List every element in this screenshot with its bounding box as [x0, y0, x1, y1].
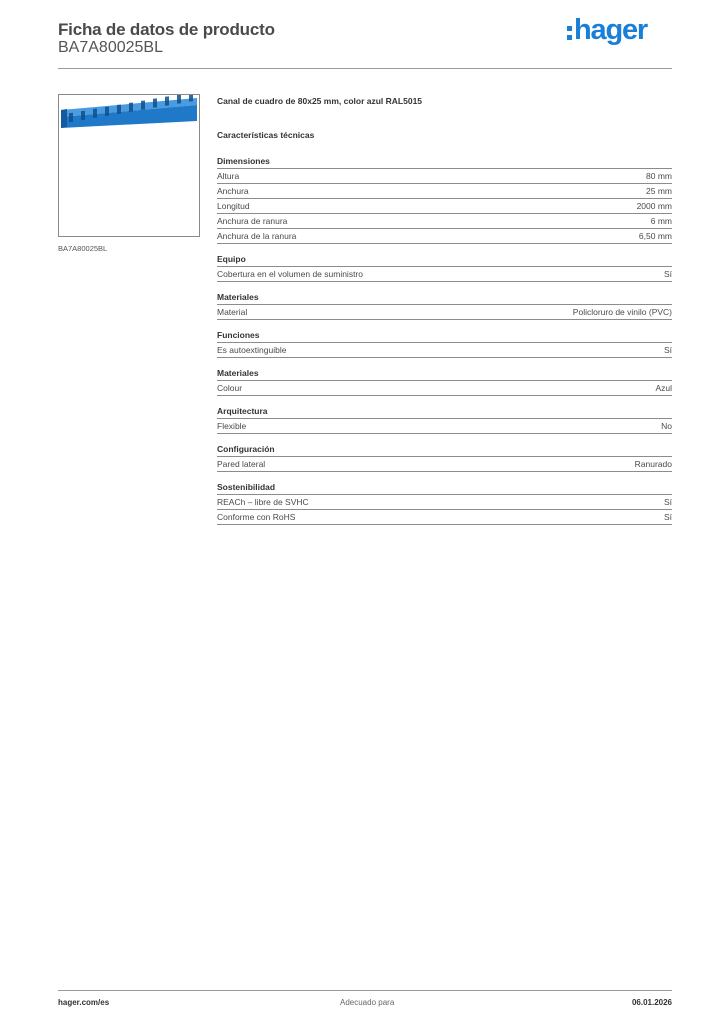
spec-row — [217, 305, 672, 320]
spec-label: Longitud — [217, 201, 250, 211]
spec-section — [217, 405, 672, 434]
spec-label: Anchura de ranura — [217, 216, 288, 226]
spec-row — [217, 169, 672, 184]
spec-value: 25 mm — [646, 186, 672, 196]
page-title: Ficha de datos de producto — [58, 20, 275, 39]
section-title: Configuración — [217, 443, 672, 457]
product-code: BA7A80025BL — [58, 39, 163, 56]
section-title: Materiales — [217, 367, 672, 381]
section-title: Equipo — [217, 253, 672, 267]
header-divider — [58, 68, 672, 69]
spec-label: Cobertura en el volumen de suministro — [217, 269, 363, 279]
spec-section — [217, 329, 672, 358]
spec-row — [217, 184, 672, 199]
spec-row — [217, 343, 672, 358]
footer-divider — [58, 990, 672, 991]
spec-section — [217, 291, 672, 320]
image-caption: BA7A80025BL — [58, 244, 108, 253]
spec-content — [217, 95, 672, 525]
spec-label: Pared lateral — [217, 459, 266, 469]
cable-duct-illustration — [59, 95, 199, 236]
spec-value: 6,50 mm — [638, 231, 672, 241]
spec-value: No — [661, 421, 672, 431]
spec-row — [217, 457, 672, 472]
spec-row — [217, 229, 672, 244]
footer-date: 06.01.2026 — [631, 998, 672, 1007]
spec-sections — [217, 155, 672, 525]
spec-value: Sí — [663, 345, 672, 355]
spec-row — [217, 214, 672, 229]
spec-section — [217, 443, 672, 472]
spec-label: Altura — [217, 171, 240, 181]
section-title: Arquitectura — [217, 405, 672, 419]
spec-row — [217, 267, 672, 282]
spec-row — [217, 495, 672, 510]
spec-label: Flexible — [217, 421, 247, 431]
spec-value: Sí — [663, 269, 672, 279]
spec-value: Azul — [655, 383, 672, 393]
spec-label: Colour — [217, 383, 243, 393]
spec-value: Policloruro de vinilo (PVC) — [572, 307, 672, 317]
spec-row — [217, 510, 672, 525]
section-title: Dimensiones — [217, 155, 672, 169]
spec-value: Sí — [663, 512, 672, 522]
section-title: Sostenibilidad — [217, 481, 672, 495]
section-title: Materiales — [217, 291, 672, 305]
spec-label: Es autoextinguible — [217, 345, 287, 355]
footer-suitable-for: Adecuado para — [340, 998, 395, 1007]
spec-row — [217, 199, 672, 214]
spec-label: Conforme con RoHS — [217, 512, 296, 522]
spec-value: 2000 mm — [636, 201, 672, 211]
logo-text: hager — [574, 14, 647, 46]
spec-row — [217, 381, 672, 396]
spec-section — [217, 155, 672, 244]
spec-section — [217, 481, 672, 525]
spec-value: 80 mm — [646, 171, 672, 181]
spec-label: Anchura de la ranura — [217, 231, 297, 241]
spec-section — [217, 367, 672, 396]
spec-label: REACh – libre de SVHC — [217, 497, 309, 507]
spec-label: Anchura — [217, 186, 249, 196]
footer-website: hager.com/es — [58, 998, 110, 1007]
spec-section — [217, 253, 672, 282]
technical-characteristics-title: Características técnicas — [217, 130, 315, 140]
logo-colon-icon — [567, 18, 572, 48]
product-image — [58, 94, 200, 237]
spec-value: 6 mm — [650, 216, 672, 226]
spec-row — [217, 419, 672, 434]
section-title: Funciones — [217, 329, 672, 343]
spec-value: Sí — [663, 497, 672, 507]
spec-label: Material — [217, 307, 248, 317]
hager-logo — [567, 14, 647, 48]
spec-value: Ranurado — [634, 459, 672, 469]
product-description: Canal de cuadro de 80x25 mm, color azul RAL5015 — [217, 96, 423, 106]
